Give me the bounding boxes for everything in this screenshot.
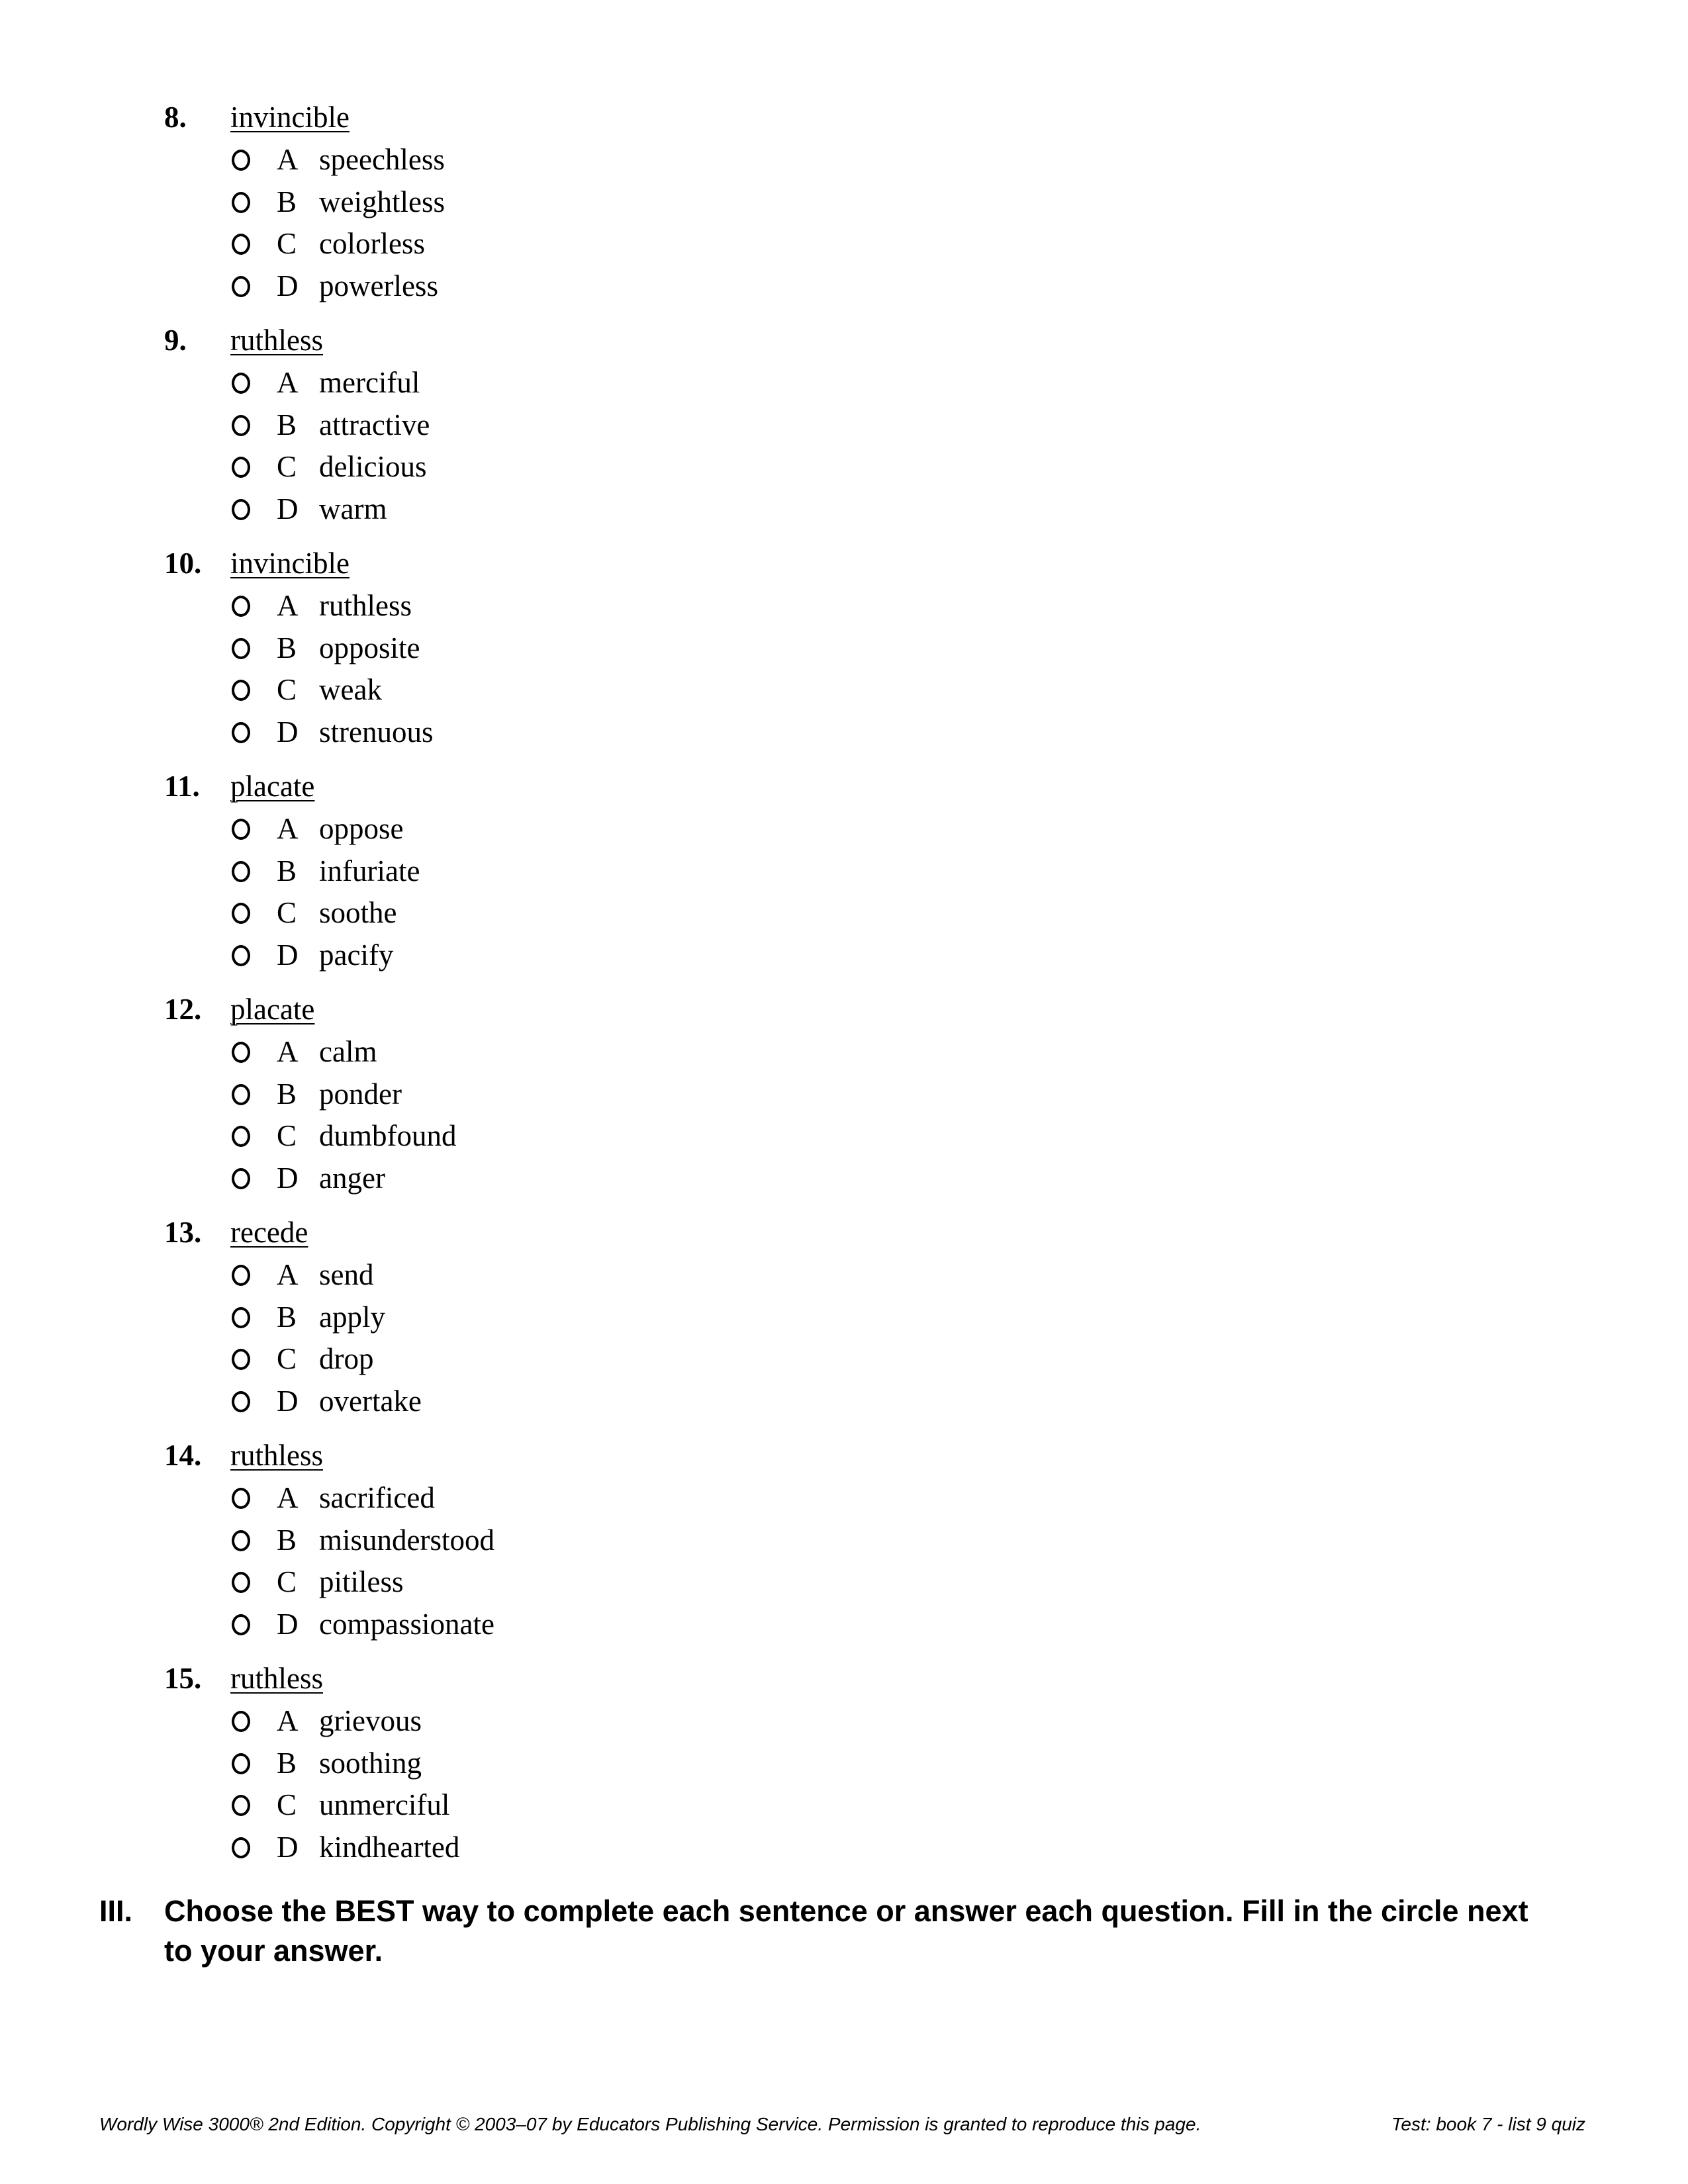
answer-option[interactable] [164,1561,1091,1604]
option-letter: D [277,715,299,749]
answer-option[interactable] [164,1700,1091,1743]
question-list [164,96,1091,1880]
answer-option[interactable] [164,1743,1091,1785]
option-letter: D [277,492,299,525]
option-text: infuriate [319,854,420,887]
answer-circle[interactable] [232,638,250,659]
option-text: anger [319,1161,385,1195]
answer-option[interactable] [164,585,1091,627]
option-text: calm [319,1035,377,1068]
question-header [164,988,1091,1031]
answer-circle[interactable] [232,1265,250,1286]
answer-option[interactable] [164,1477,1091,1520]
answer-circle[interactable] [232,373,250,394]
answer-option[interactable] [164,892,1091,934]
answer-option[interactable] [164,850,1091,893]
option-letter: B [277,631,297,664]
option-text: soothing [319,1746,422,1780]
option-text: ponder [319,1077,402,1111]
answer-option[interactable] [164,1604,1091,1646]
answer-circle[interactable] [232,1488,250,1509]
option-letter: A [277,1704,299,1737]
answer-circle[interactable] [232,680,250,701]
answer-circle[interactable] [232,1168,250,1189]
answer-option[interactable] [164,1827,1091,1869]
question-word: ruthless [230,1439,323,1472]
answer-circle[interactable] [232,861,250,882]
option-letter: A [277,589,299,622]
section-instructions-line-2: to your answer. [164,1934,383,1968]
answer-circle[interactable] [232,1042,250,1063]
option-letter: C [277,1788,297,1821]
answer-option[interactable] [164,1158,1091,1200]
option-text: drop [319,1342,374,1375]
answer-circle[interactable] [232,945,250,966]
answer-circle[interactable] [232,1837,250,1858]
question-header [164,1434,1091,1477]
question-header [164,96,1091,139]
answer-circle[interactable] [232,1711,250,1732]
question-word: ruthless [230,1662,323,1695]
answer-option[interactable] [164,1381,1091,1423]
answer-option[interactable] [164,1115,1091,1158]
option-letter: B [277,1077,297,1111]
answer-option[interactable] [164,446,1091,488]
answer-circle[interactable] [232,457,250,478]
question-header [164,1211,1091,1254]
option-text: misunderstood [319,1523,494,1557]
answer-circle[interactable] [232,192,250,213]
answer-option[interactable] [164,265,1091,308]
answer-circle[interactable] [232,1614,250,1635]
option-text: compassionate [319,1607,494,1641]
option-letter: D [277,1830,299,1864]
answer-circle[interactable] [232,903,250,924]
question-item [164,319,1091,542]
option-text: pacify [319,938,394,972]
question-item [164,96,1091,319]
option-text: ruthless [319,589,412,622]
question-word: placate [230,993,315,1026]
answer-option[interactable] [164,488,1091,531]
answer-circle[interactable] [232,819,250,840]
option-letter: B [277,185,297,218]
answer-option[interactable] [164,404,1091,447]
answer-option[interactable] [164,627,1091,670]
option-text: pitiless [319,1565,404,1598]
answer-circle[interactable] [232,1307,250,1328]
option-text: oppose [319,812,404,845]
answer-option[interactable] [164,139,1091,181]
question-header [164,765,1091,808]
option-letter: B [277,1300,297,1334]
option-letter: A [277,1258,299,1291]
answer-option[interactable] [164,362,1091,404]
question-word: placate [230,770,315,803]
option-text: opposite [319,631,420,664]
question-word: recede [230,1216,308,1249]
option-text: unmerciful [319,1788,450,1821]
option-text: apply [319,1300,385,1334]
answer-circle[interactable] [232,234,250,255]
option-text: attractive [319,408,430,441]
option-letter: D [277,1161,299,1195]
option-text: soothe [319,896,397,929]
answer-option[interactable] [164,1520,1091,1562]
option-letter: D [277,1384,299,1418]
question-item [164,765,1091,988]
question-item [164,542,1091,765]
option-letter: A [277,1035,299,1068]
answer-circle[interactable] [232,1795,250,1816]
answer-option[interactable] [164,223,1091,265]
answer-circle[interactable] [232,415,250,436]
question-word: invincible [230,547,350,580]
answer-circle[interactable] [232,1572,250,1593]
option-text: grievous [319,1704,422,1737]
answer-option[interactable] [164,711,1091,754]
answer-option[interactable] [164,181,1091,224]
answer-circle[interactable] [232,1391,250,1412]
answer-circle[interactable] [232,1530,250,1551]
option-letter: B [277,854,297,887]
answer-circle[interactable] [232,596,250,617]
answer-option[interactable] [164,934,1091,977]
question-word: invincible [230,101,350,134]
question-item [164,1434,1091,1657]
option-letter: D [277,1607,299,1641]
answer-option[interactable] [164,1338,1091,1381]
option-text: merciful [319,366,420,399]
option-text: weak [319,673,382,706]
option-letter: C [277,673,297,706]
question-item [164,1211,1091,1434]
question-number: 11. [164,770,200,803]
option-letter: A [277,143,299,176]
option-letter: D [277,938,299,972]
option-text: weightless [319,185,445,218]
answer-option[interactable] [164,1297,1091,1339]
test-label: Test: book 7 - list 9 quiz [1391,2114,1585,2134]
option-text: overtake [319,1384,422,1418]
option-text: dumbfound [319,1119,457,1152]
answer-option[interactable] [164,669,1091,711]
section-three [99,1891,1575,1971]
question-header [164,542,1091,585]
question-number: 12. [164,993,202,1026]
option-text: kindhearted [319,1830,460,1864]
question-item [164,1657,1091,1880]
question-number: 9. [164,324,187,357]
answer-circle[interactable] [232,1126,250,1147]
question-word: ruthless [230,324,323,357]
question-item [164,988,1091,1211]
question-number: 8. [164,101,187,134]
question-header [164,1657,1091,1700]
option-letter: C [277,1342,297,1375]
question-header [164,319,1091,362]
answer-option[interactable] [164,1784,1091,1827]
option-text: warm [319,492,387,525]
answer-circle[interactable] [232,1084,250,1105]
option-text: strenuous [319,715,434,749]
answer-option[interactable] [164,1254,1091,1297]
answer-circle[interactable] [232,722,250,743]
section-instructions-line-1: Choose the BEST way to complete each sentence or answer each question. Fill in the circle next [164,1894,1528,1928]
option-text: sacrificed [319,1481,435,1514]
option-text: colorless [319,227,425,260]
option-letter: B [277,1523,297,1557]
section-number: III. [99,1894,133,1928]
option-letter: A [277,812,299,845]
option-letter: A [277,366,299,399]
option-letter: C [277,1565,297,1598]
option-text: delicious [319,450,427,483]
option-letter: C [277,1119,297,1152]
option-letter: B [277,408,297,441]
option-letter: C [277,896,297,929]
answer-circle[interactable] [232,276,250,297]
option-letter: A [277,1481,299,1514]
question-number: 13. [164,1216,202,1249]
answer-circle[interactable] [232,1349,250,1370]
option-text: send [319,1258,374,1291]
option-letter: B [277,1746,297,1780]
answer-circle[interactable] [232,499,250,520]
answer-option[interactable] [164,1073,1091,1116]
option-letter: C [277,450,297,483]
answer-option[interactable] [164,808,1091,850]
answer-circle[interactable] [232,150,250,171]
option-letter: D [277,269,299,302]
answer-option[interactable] [164,1031,1091,1073]
question-number: 10. [164,547,202,580]
question-number: 14. [164,1439,202,1472]
copyright-notice: Wordly Wise 3000® 2nd Edition. Copyright © 2003–07 by Educators Publishing Service. Permission is granted to reproduce this page. [99,2114,1201,2134]
option-letter: C [277,227,297,260]
option-text: powerless [319,269,438,302]
page-footer [99,2113,1585,2136]
answer-circle[interactable] [232,1753,250,1774]
question-number: 15. [164,1662,202,1695]
option-text: speechless [319,143,445,176]
